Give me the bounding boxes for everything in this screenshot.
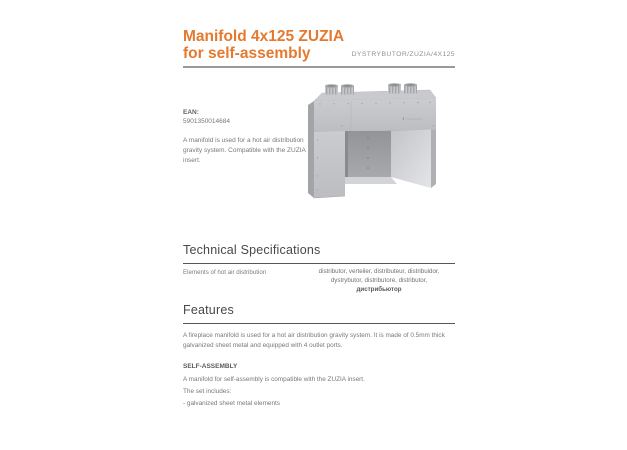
ean-value: 5901350014684 [183,118,230,125]
section-heading-technical-specifications: Technical Specifications [183,243,455,264]
manifold-interior [341,131,397,184]
spec-value-line: distributor, verteiler, distributeur, distribuidor, [318,268,440,275]
manifold-left-leg [314,131,345,198]
spec-value-line: dystrybutor, distributore, distributor, [330,277,428,284]
section-heading-features: Features [183,303,455,324]
spec-row-label: Elements of hot air distribution [183,269,267,276]
product-description: A manifold is used for a hot air distribution gravity system. Compatible with the ZUZIA insert. [183,137,306,164]
spec-value-line-cyrillic: дистрибьютор [356,286,402,293]
spec-row-value [303,267,455,294]
set-includes-label: The set includes: [183,388,232,395]
manifold-left-side [308,101,314,198]
set-item: - galvanized sheet metal elements [183,400,280,407]
page-title-line2: for self-assembly [183,45,311,62]
product-image [290,80,462,212]
self-assembly-heading: SELF-ASSEMBLY [183,363,238,370]
header-divider [183,66,455,68]
self-assembly-text: A manifold for self-assembly is compatible with the ZUZIA insert. [183,376,365,383]
ean-block [183,108,305,126]
features-intro: A fireplace manifold is used for a hot air distribution gravity system. It is made of 0.5mm thick galvanized sheet metal and equipped with 4 outlet ports. [183,332,445,349]
page-title-line1: Manifold 4x125 ZUZIA [183,28,345,45]
manifold-right-side [391,130,436,189]
product-code: DYSTRYBUTOR/ZUZIA/4X125 [351,51,455,58]
ean-label: EAN: [183,109,199,116]
